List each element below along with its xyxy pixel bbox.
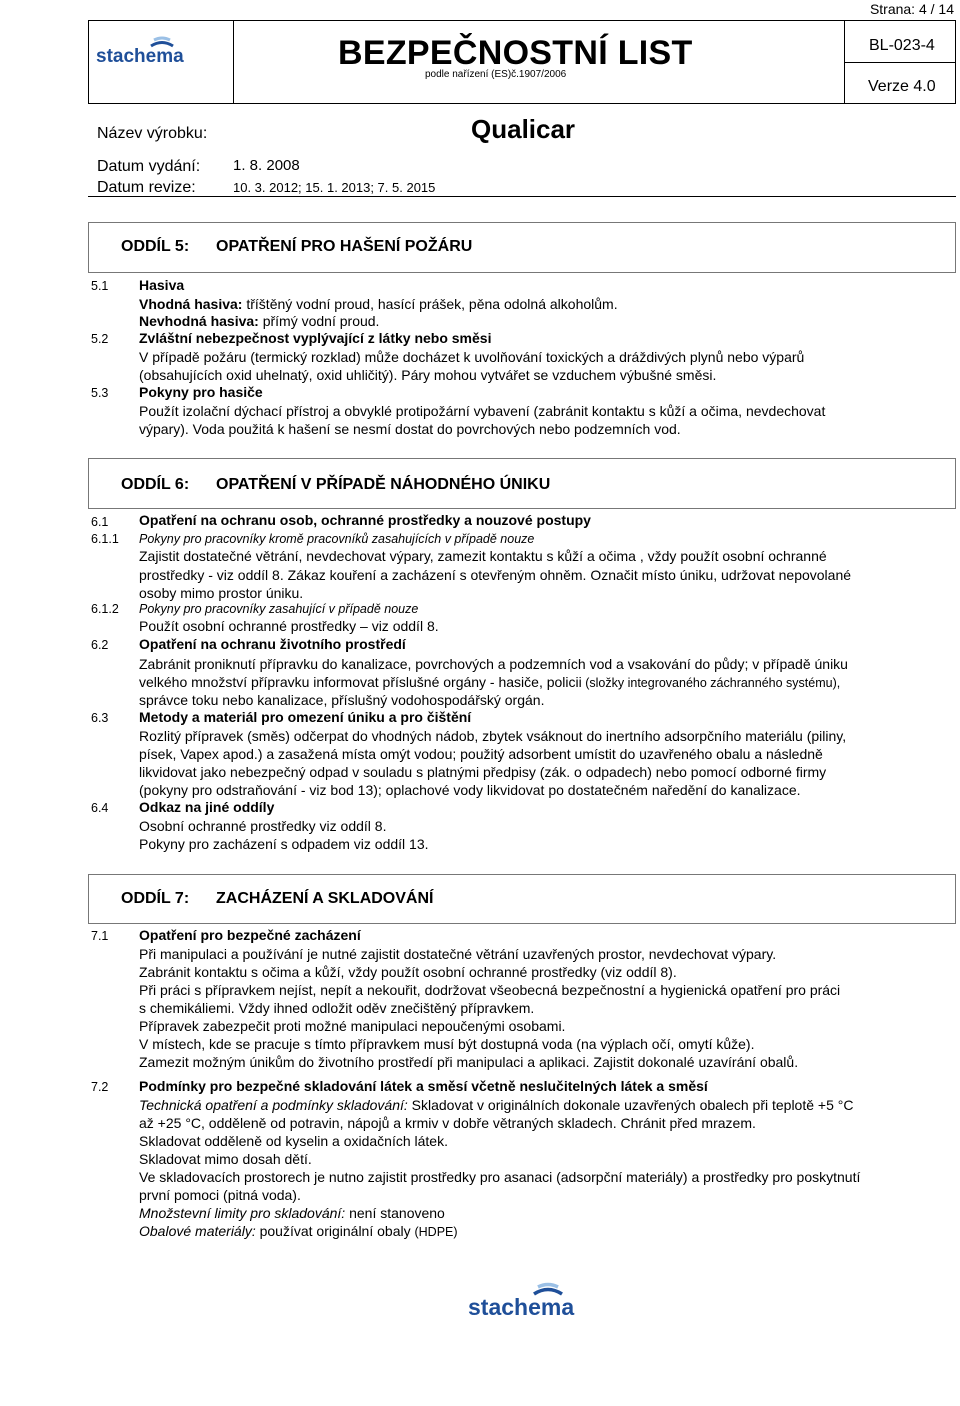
text-line: Zabránit proniknutí přípravku do kanalizace, povrchových a podzemních vod a vsakování do půdy; v případě úniku (139, 656, 848, 672)
text-line: Pokyny pro zacházení s odpadem viz oddíl 13. (139, 836, 429, 852)
text-line: Osobní ochranné prostředky viz oddíl 8. (139, 818, 387, 834)
text-line: až +25 °C, odděleně od potravin, nápojů a krmiv v dobře větraných skladech. Chránit před mrazem. (139, 1115, 756, 1131)
text-line: Použít izolační dýchací přístroj a obvyklé protipožární vybavení (zabránit kontaktu s kůží a očima, nevdechovat (139, 403, 826, 419)
product-name: Qualicar (471, 114, 576, 144)
section-7-header: ODDÍL 7: ZACHÁZENÍ A SKLADOVÁNÍ (88, 874, 956, 924)
text-line: Množstevní limity pro skladování: není stanoveno (139, 1205, 445, 1221)
text-line: Při práci s přípravkem nejíst, nepít a nekouřit, dodržovat všeobecná bezpečnostní a hygienická opatření pro práci (139, 982, 841, 998)
text-line: velkého množství přípravku informovat příslušné orgány - hasiče, policii (složky integrovaného záchranného systému), (139, 674, 841, 690)
revision-label: Datum revize: (97, 179, 196, 196)
subsection-6-1-heading: Opatření na ochranu osob, ochranné prostředky a nouzové postupy (139, 512, 591, 528)
text-line: Technická opatření a podmínky skladování: Skladovat v originálních dokonale uzavřených obalech při teplotě +5 °C (139, 1097, 854, 1113)
subsection-6-1-1-heading: Pokyny pro pracovníky kromě pracovníků zasahujících v případě nouze (139, 532, 535, 546)
text-line: Nevhodná hasiva: přímý vodní proud. (139, 313, 380, 329)
text-line: Vhodná hasiva: tříštěný vodní proud, hasící prášek, pěna odolná alkoholům. (139, 296, 618, 312)
stachema-logo (96, 36, 188, 70)
subsection-5-3-heading: Pokyny pro hasiče (139, 384, 263, 400)
text-line: správce toku nebo kanalizace, příslušný vodohospodářský orgán. (139, 692, 545, 708)
text-line: Zajistit dostatečné větrání, nevdechovat výpary, zamezit kontaktu s kůží a očima , vždy použít osobní ochranné (139, 548, 827, 564)
text-line: Použít osobní ochranné prostředky – viz oddíl 8. (139, 618, 439, 634)
document-version: Verze 4.0 (868, 78, 936, 95)
footer-stachema-logo (468, 1282, 578, 1324)
text-line: Zamezit možným únikům do životního prostředí při manipulaci a aplikaci. Zajistit dokonalé uzavírání obalů. (139, 1054, 799, 1070)
text-line: osoby mimo prostor úniku. (139, 585, 304, 601)
subsection-6-4-heading: Odkaz na jiné oddíly (139, 799, 275, 815)
text-line: s chemikáliemi. Vždy ihned odložit oděv znečištěný přípravkem. (139, 1000, 535, 1016)
document-title: BEZPEČNOSTNÍ LIST (338, 34, 693, 72)
text-line: (obsahujících oxid uhelnatý, oxid uhličitý). Páry mohou vytvářet se vzduchem výbušné směsi. (139, 367, 717, 383)
product-label: Název výrobku: (97, 125, 208, 142)
text-line: Rozlitý přípravek (směs) odčerpat do vhodných nádob, zbytek vsáknout do inertního adsorpčního materiálu (piliny, (139, 728, 847, 744)
text-line: Skladovat mimo dosah dětí. (139, 1151, 312, 1167)
text-line: Ve skladovacích prostorech je nutno zajistit prostředky pro asanaci (adsorpční materiály) a prostředky pro poskytnutí (139, 1169, 861, 1185)
section-5-header: ODDÍL 5: OPATŘENÍ PRO HAŠENÍ POŽÁRU (88, 222, 956, 273)
page-number: Strana: 4 / 14 (869, 1, 954, 17)
text-line: Zabránit kontaktu s očima a kůží, vždy použít osobní ochranné prostředky (viz oddíl 8). (139, 964, 677, 980)
text-line: V případě požáru (termický rozklad) může docházet k uvolňování toxických a dráždivých plynů nebo výparů (139, 349, 805, 365)
subsection-7-1-heading: Opatření pro bezpečné zacházení (139, 927, 361, 943)
header-top-line (88, 20, 956, 21)
document-code: BL-023-4 (869, 37, 935, 54)
header-bottom-line (88, 196, 956, 197)
subsection-5-2-heading: Zvláštní nebezpečnost vyplývající z látky nebo směsi (139, 330, 492, 346)
text-line: Skladovat odděleně od kyselin a oxidačních látek. (139, 1133, 448, 1149)
text-line: likvidovat jako nebezpečný odpad v souladu s platnými předpisy (zák. o odpadech) nebo pomocí odborné firmy (139, 764, 827, 780)
svg-text:stachema: stachema (96, 46, 184, 67)
section-6-header: ODDÍL 6: OPATŘENÍ V PŘÍPADĚ NÁHODNÉHO ÚNIKU (88, 458, 956, 509)
document-subtitle: podle nařízení (ES)č.1907/2006 (425, 69, 567, 80)
header-mid-line (88, 103, 956, 104)
svg-text:stachema: stachema (468, 1294, 575, 1320)
text-line: prostředky - viz oddíl 8. Zákaz kouření a zacházení s otevřeným ohněm. Označit místo úniku, udržovat nepovolané (139, 567, 852, 583)
text-line: Obalové materiály: používat originální obaly (HDPE) (139, 1223, 458, 1239)
text-line: písek, Vapex apod.) a zasažená místa omýt vodou; použitý adsorbent umístit do uzavřeného obalu a následně (139, 746, 823, 762)
issue-label: Datum vydání: (97, 158, 201, 175)
revision-dates: 10. 3. 2012; 15. 1. 2013; 7. 5. 2015 (233, 180, 436, 195)
issue-date: 1. 8. 2008 (233, 157, 300, 174)
text-line: výpary). Voda použitá k hašení se nesmí dostat do povrchových nebo podzemních vod. (139, 421, 681, 437)
subsection-7-2-heading: Podmínky pro bezpečné skladování látek a směsí včetně neslučitelných látek a směsí (139, 1078, 708, 1094)
text-line: první pomoci (pitná voda). (139, 1187, 301, 1203)
subsection-6-2-heading: Opatření na ochranu životního prostředí (139, 636, 406, 652)
subsection-6-3-heading: Metody a materiál pro omezení úniku a pro čištění (139, 709, 472, 725)
text-line: V místech, kde se pracuje s tímto přípravkem musí být dostupná voda (na výplach očí, omytí kůže). (139, 1036, 755, 1052)
text-line: (pokyny pro odstraňování - viz bod 13); oplachové vody likvidovat po dostatečném naředění do kanalizace. (139, 782, 801, 798)
text-line: Při manipulaci a používání je nutné zajistit dostatečné větrání uzavřených prostor, nevdechovat výpary. (139, 946, 777, 962)
subsection-5-1-heading: Hasiva (139, 277, 185, 293)
text-line: Přípravek zabezpečit proti možné manipulaci nepoučenými osobami. (139, 1018, 566, 1034)
subsection-6-1-2-heading: Pokyny pro pracovníky zasahující v případě nouze (139, 602, 419, 616)
